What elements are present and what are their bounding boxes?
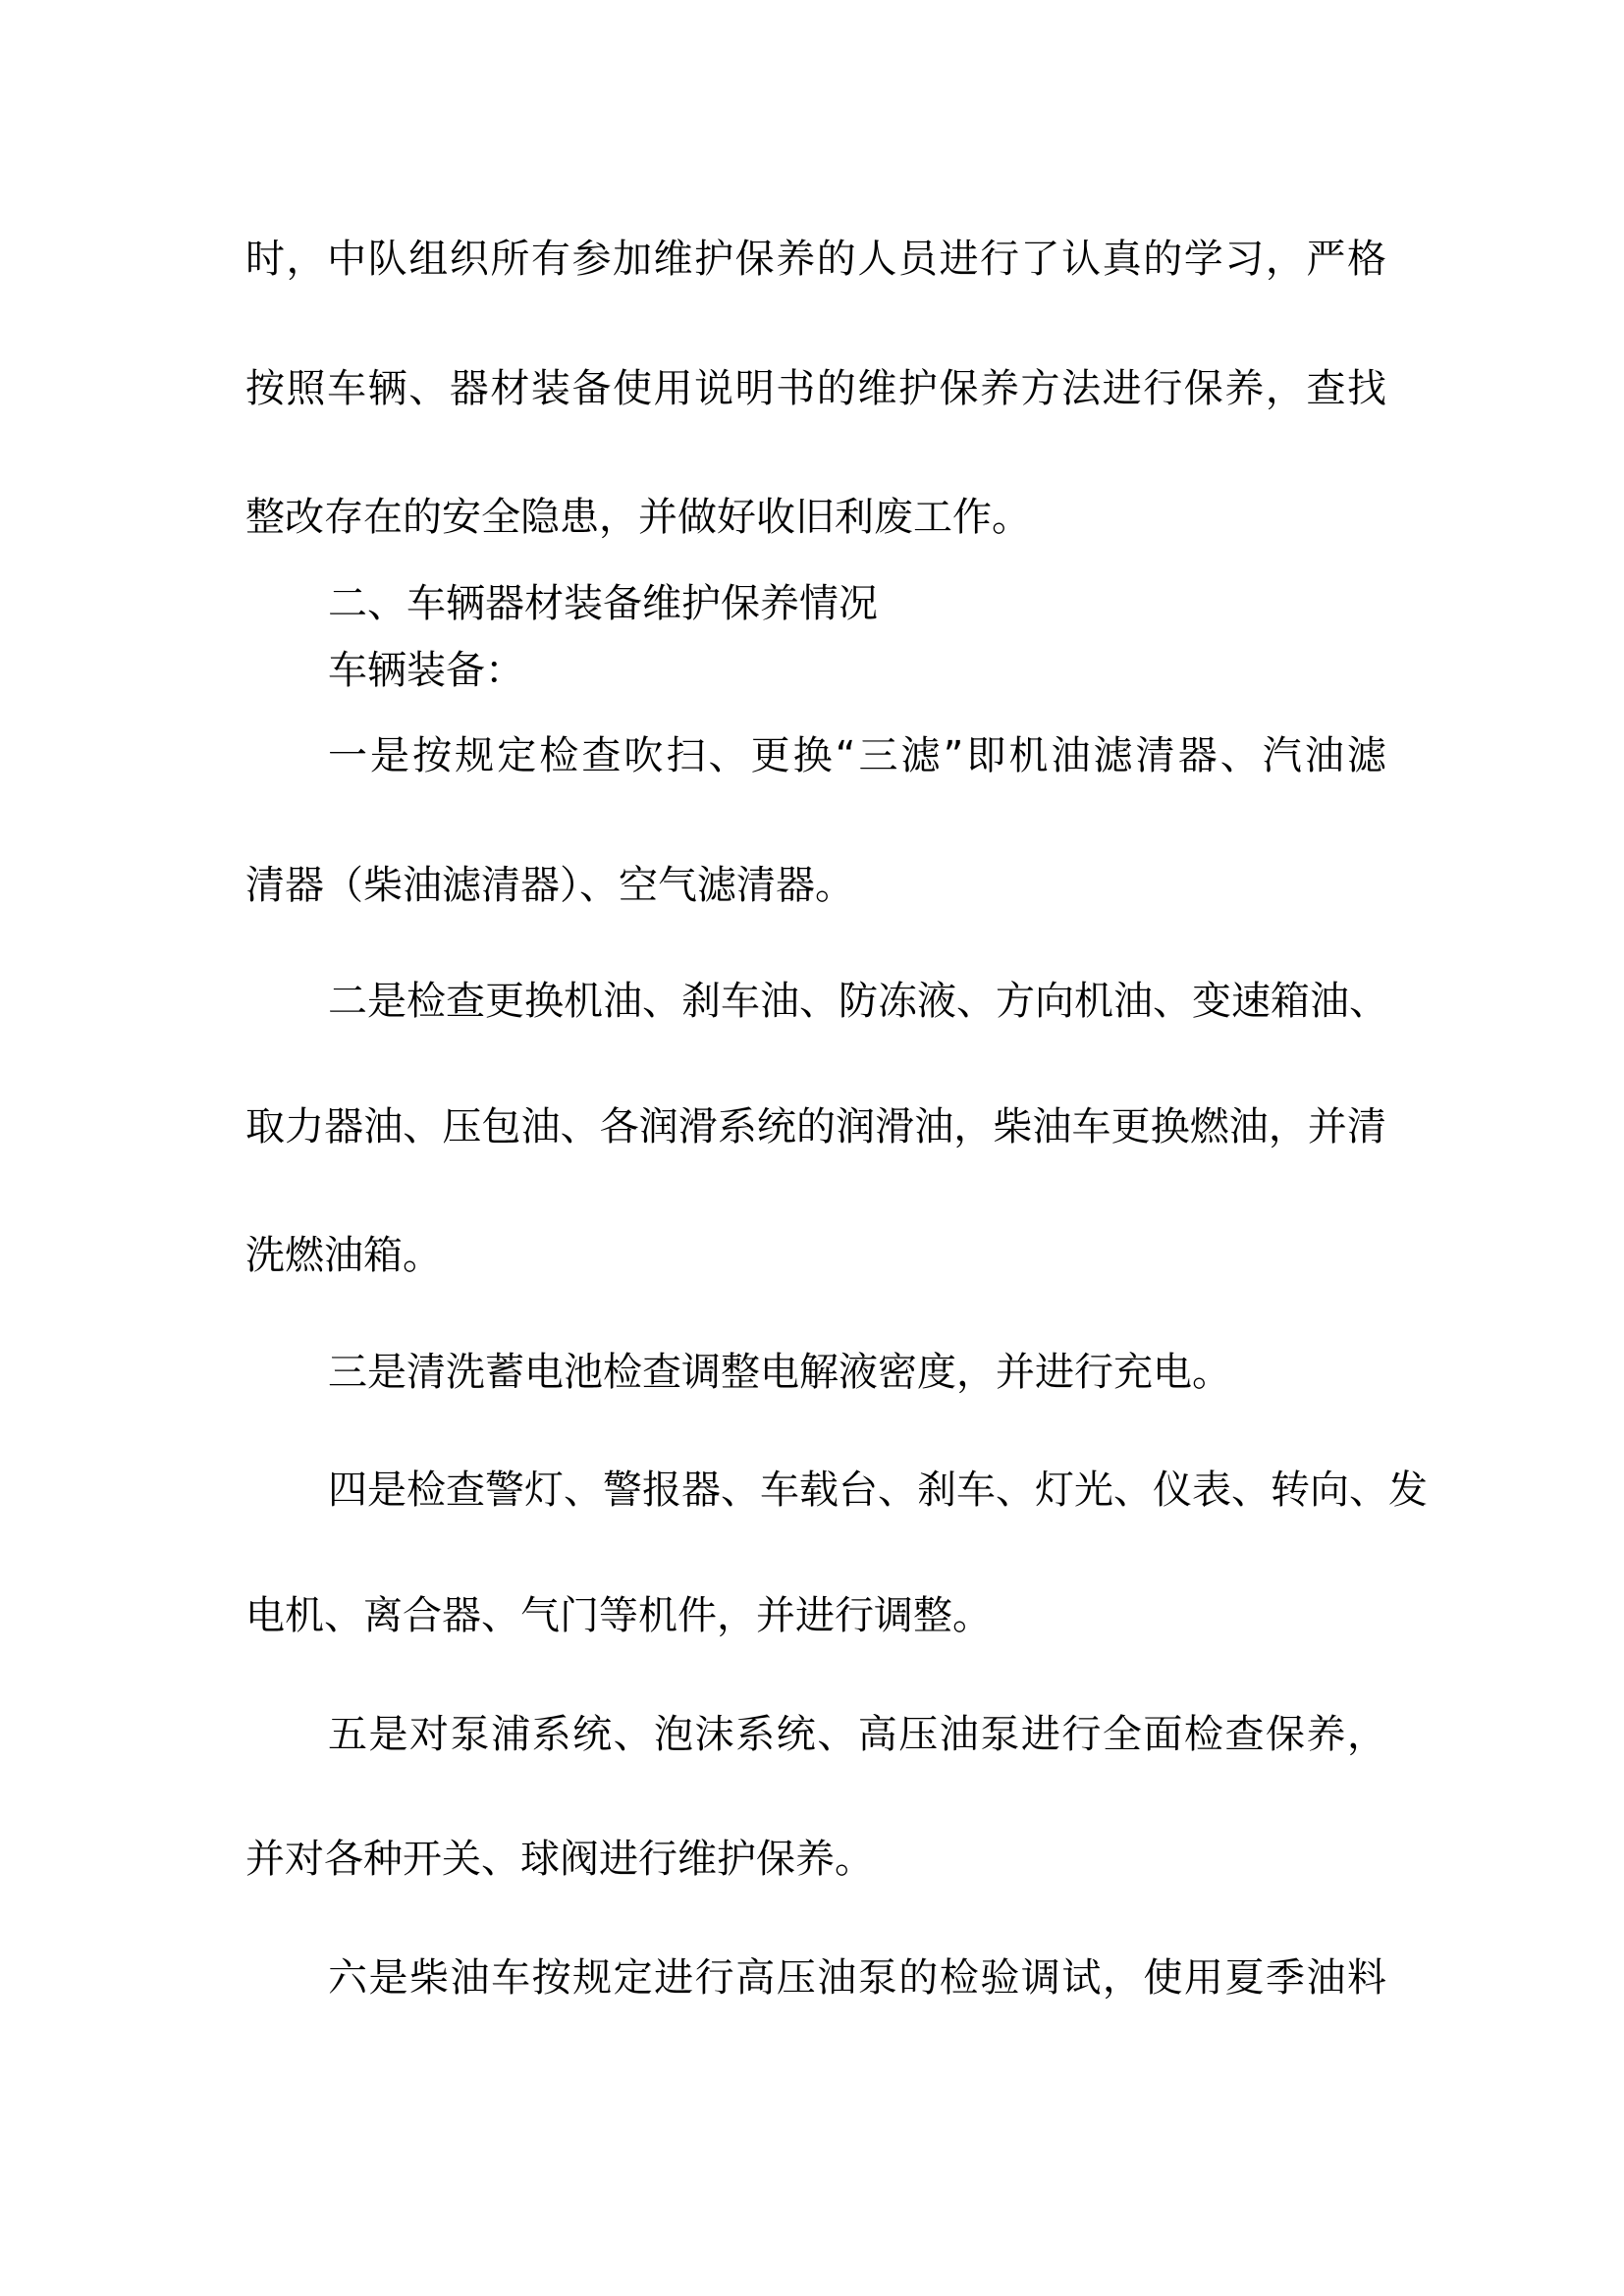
- paragraph-line: 六是柴油车按规定进行高压油泵的检验调试，使用夏季油料: [328, 1955, 1386, 2001]
- paragraph-line: 时，中队组织所有参加维护保养的人员进行了认真的学习，严格: [245, 237, 1386, 282]
- section-heading: 二、车辆器材装备维护保养情况: [328, 581, 878, 626]
- paragraph-line: 一是按规定检查吹扫、更换“三滤”即机油滤清器、汽油滤: [328, 733, 1386, 778]
- paragraph-line: 二是检查更换机油、刹车油、防冻液、方向机油、变速箱油、: [328, 979, 1388, 1024]
- paragraph-line: 并对各种开关、球阀进行维护保养。: [245, 1837, 874, 1882]
- paragraph-line: 四是检查警灯、警报器、车载台、刹车、灯光、仪表、转向、发: [328, 1468, 1428, 1513]
- paragraph-line: 三是清洗蓄电池检查调整电解液密度，并进行充电。: [328, 1350, 1231, 1395]
- paragraph-line: 电机、离合器、气门等机件，并进行调整。: [245, 1593, 992, 1638]
- paragraph-line: 五是对泵浦系统、泡沫系统、高压油泵进行全面检查保养，: [328, 1712, 1386, 1757]
- paragraph-line: 取力器油、压包油、各润滑系统的润滑油，柴油车更换燃油，并清: [245, 1104, 1386, 1149]
- paragraph-line: 按照车辆、器材装备使用说明书的维护保养方法进行保养，查找: [245, 366, 1386, 411]
- paragraph-line: 洗燃油箱。: [245, 1233, 442, 1278]
- subsection-heading: 车辆装备：: [328, 648, 524, 693]
- paragraph-line: 整改存在的安全隐患，并做好收旧利废工作。: [245, 495, 1031, 540]
- paragraph-line: 清器（柴油滤清器）、空气滤清器。: [245, 863, 854, 908]
